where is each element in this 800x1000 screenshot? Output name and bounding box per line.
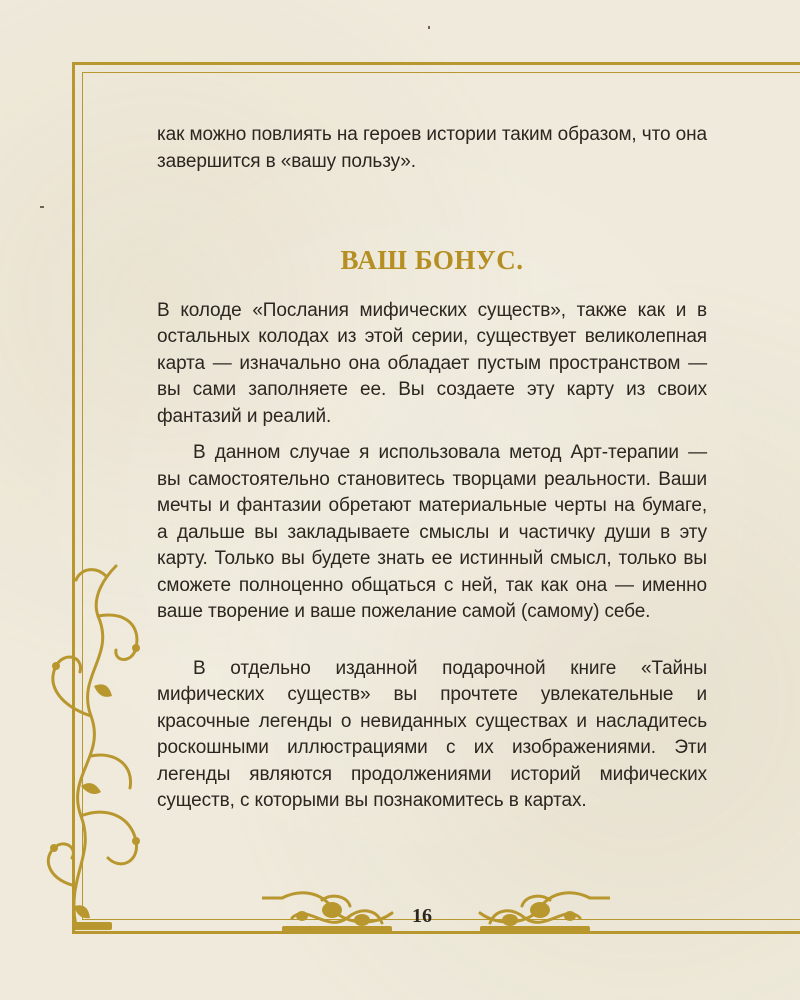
footer-ornament-left [262,888,402,938]
intro-paragraph: как можно повлиять на героев истории таким образом, что она завершится в «вашу пользу». [157,124,707,172]
page-content [157,122,707,815]
paragraph-art-therapy: В данном случае я использовала метод Арт-терапии — вы самостоятельно становитесь творцами реальности. Ваши мечты и фантазии обретают материальные черты на бумаге, а дальше вы закладываете смыслы и частичку души в эту карту. Только вы будете знать ее истинный смысл, только вы сможете полноценно общаться с ней, так как она — именно ваше творение и ваше пожелание самой (самому) себе. [157,442,707,622]
section-heading: ВАШ БОНУС. [340,245,524,275]
paper-speck [40,206,44,208]
paragraph-bonus-card: В колоде «Послания мифических существ», также как и в остальных колодах из этой серии, существует великолепная карта — изначально она обладает пустым пространством — вы сами заполняете ее. Вы создаете эту карту из своих фантазий и реалий. [157,299,707,427]
floral-corner-ornament [36,556,156,936]
paragraph-gift-book: В отдельно изданной подарочной книге «Тайны мифических существ» вы прочтете увлекательные и красочные легенды о невиданных существах и насладитесь роскошными иллюстрациями с их изображениями. Эти легенды являются продолжениями историй мифических существ, с которыми вы познакомитесь в картах. [157,657,707,811]
page-number: 16 [412,905,432,927]
paper-speck [428,26,430,29]
footer-ornament-right [470,888,610,938]
